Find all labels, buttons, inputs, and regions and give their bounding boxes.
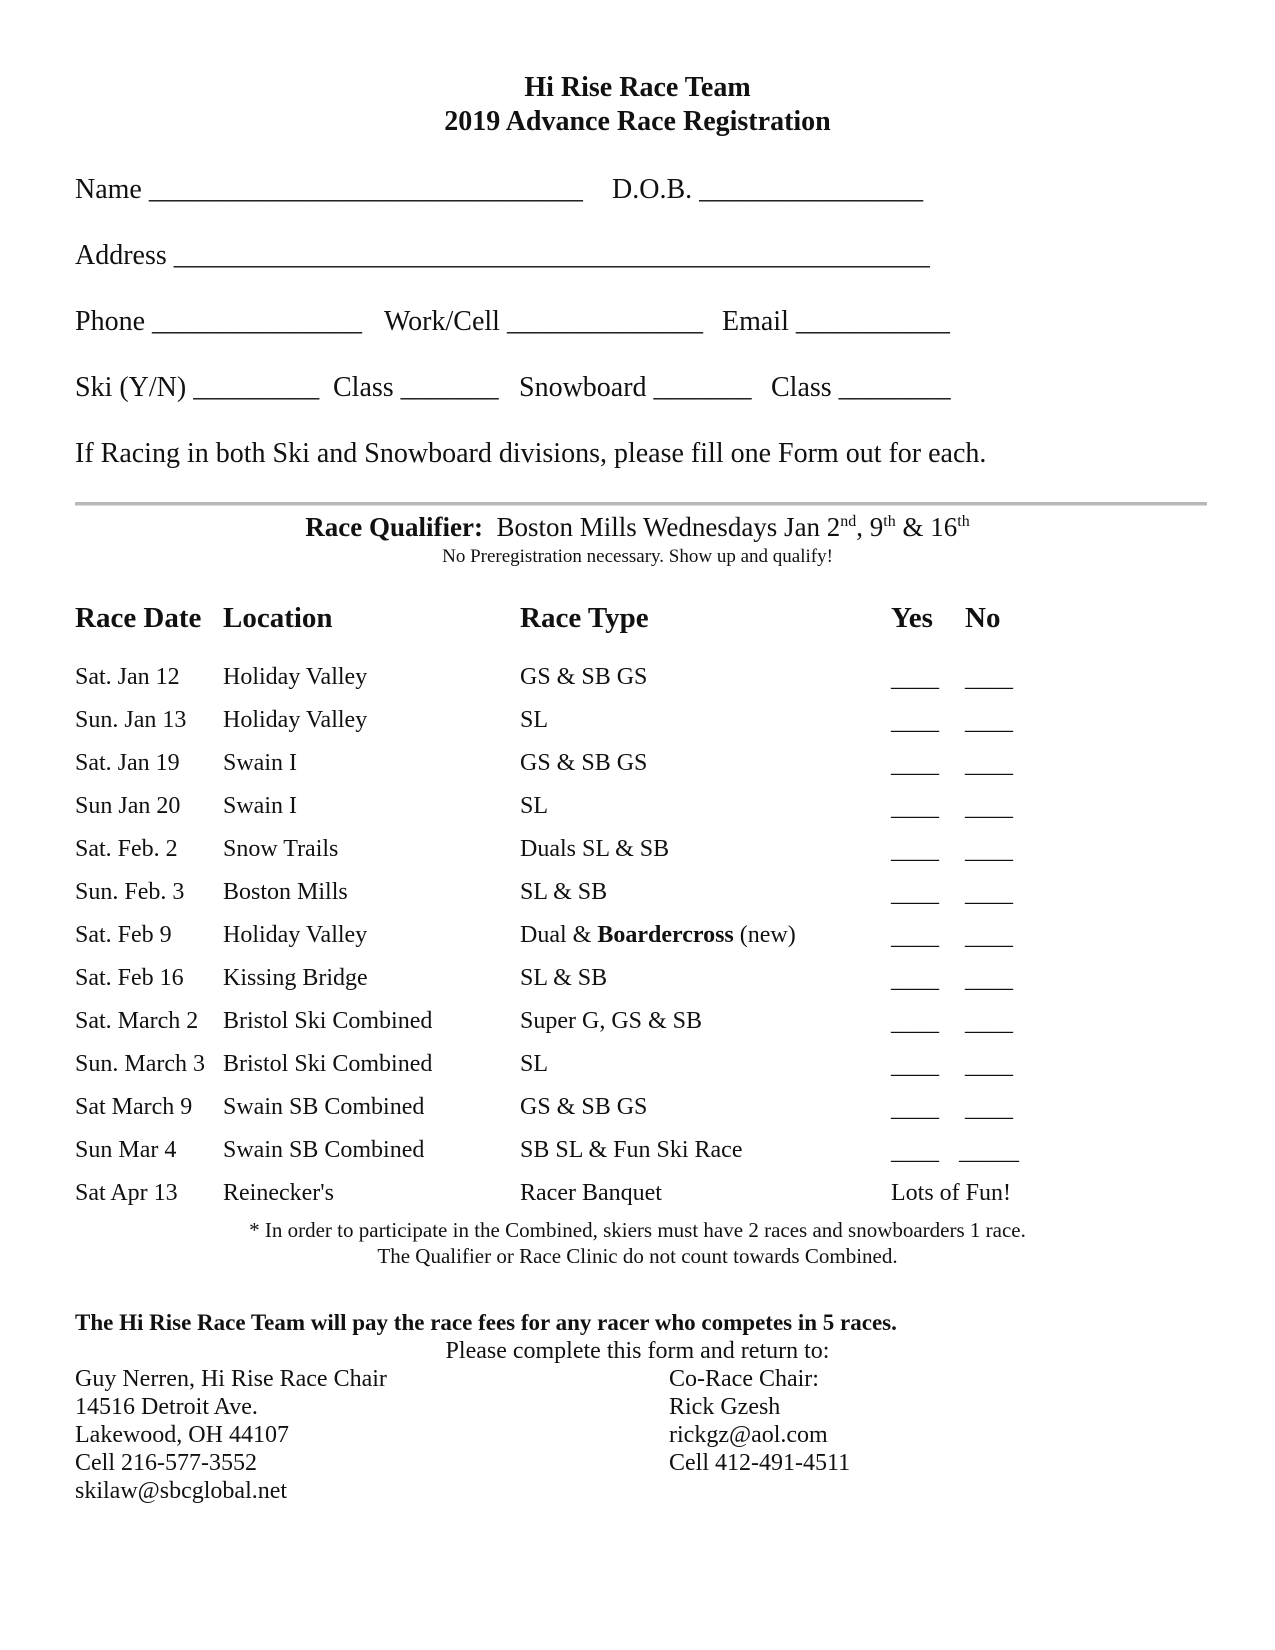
race-date: Sat. Jan 19 xyxy=(75,750,180,776)
ski-yn-field[interactable]: Ski (Y/N) _________ xyxy=(75,372,320,403)
qualifier-text-2: , 9 xyxy=(856,512,884,542)
chair-city: Lakewood, OH 44107 xyxy=(75,1422,289,1448)
race-type: SL xyxy=(520,793,549,819)
header-race-date: Race Date xyxy=(75,602,202,634)
no-blank[interactable]: _____ xyxy=(959,1139,1019,1165)
yes-blank[interactable]: ____ xyxy=(891,752,939,778)
email-field[interactable]: Email ___________ xyxy=(722,306,950,337)
race-date: Sat. Feb 9 xyxy=(75,922,172,948)
race-location: Boston Mills xyxy=(223,879,348,905)
yes-blank[interactable]: ____ xyxy=(891,967,939,993)
no-blank[interactable]: ____ xyxy=(965,1053,1013,1079)
no-blank[interactable]: ____ xyxy=(965,709,1013,735)
race-date: Sun Mar 4 xyxy=(75,1137,177,1163)
no-blank[interactable]: ____ xyxy=(965,838,1013,864)
race-fees-note: The Hi Rise Race Team will pay the race fees for any racer who competes in 5 races. xyxy=(75,1310,897,1335)
cochair-email[interactable]: rickgz@aol.com xyxy=(669,1422,828,1448)
yes-blank[interactable]: ____ xyxy=(891,709,939,735)
race-type xyxy=(520,922,796,949)
race-location: Holiday Valley xyxy=(223,922,368,948)
no-blank[interactable]: ____ xyxy=(965,967,1013,993)
chair-cell: Cell 216-577-3552 xyxy=(75,1450,257,1476)
yes-blank[interactable]: ____ xyxy=(891,1010,939,1036)
race-date: Sat March 9 xyxy=(75,1094,193,1120)
cochair-cell: Cell 412-491-4511 xyxy=(669,1450,851,1476)
race-date: Sun. March 3 xyxy=(75,1051,205,1077)
yes-blank[interactable]: ____ xyxy=(891,666,939,692)
qualifier-sup-1: nd xyxy=(840,513,857,530)
race-type: GS & SB GS xyxy=(520,750,648,776)
phone-field[interactable]: Phone _______________ xyxy=(75,306,362,337)
race-location: Kissing Bridge xyxy=(223,965,368,991)
banquet-note: Lots of Fun! xyxy=(891,1180,1011,1206)
header-yes: Yes xyxy=(891,602,933,634)
race-type: SL xyxy=(520,1051,549,1077)
race-type: SL & SB xyxy=(520,965,608,991)
no-blank[interactable]: ____ xyxy=(965,666,1013,692)
race-type: Racer Banquet xyxy=(520,1180,662,1206)
race-location: Reinecker's xyxy=(223,1180,334,1206)
race-date: Sun. Feb. 3 xyxy=(75,879,185,905)
chair-email[interactable]: skilaw@sbcglobal.net xyxy=(75,1478,288,1504)
race-date: Sat. March 2 xyxy=(75,1008,199,1034)
race-location: Snow Trails xyxy=(223,836,339,862)
combined-note-2: The Qualifier or Race Clinic do not count towards Combined. xyxy=(377,1244,898,1268)
qualifier-sup-2: th xyxy=(883,513,896,530)
header-race-type: Race Type xyxy=(520,602,649,634)
snowboard-field[interactable]: Snowboard _______ xyxy=(519,372,752,403)
race-location: Holiday Valley xyxy=(223,664,368,690)
race-date: Sat. Feb. 2 xyxy=(75,836,178,862)
no-blank[interactable]: ____ xyxy=(965,752,1013,778)
yes-blank[interactable]: ____ xyxy=(891,881,939,907)
instruction-text: If Racing in both Ski and Snowboard divisions, please fill one Form out for each. xyxy=(75,438,987,469)
race-type: SL & SB xyxy=(520,879,608,905)
yes-blank[interactable]: ____ xyxy=(891,1139,939,1165)
race-type: SB SL & Fun Ski Race xyxy=(520,1137,743,1163)
form-subtitle: 2019 Advance Race Registration xyxy=(444,106,831,137)
header-location: Location xyxy=(223,602,333,634)
yes-blank[interactable]: ____ xyxy=(891,795,939,821)
qualifier-text-3: & 16 xyxy=(895,512,958,542)
dob-field[interactable]: D.O.B. ________________ xyxy=(612,174,924,205)
yes-blank[interactable]: ____ xyxy=(891,1096,939,1122)
qualifier-sup-3: th xyxy=(957,513,970,530)
cochair-name: Rick Gzesh xyxy=(669,1394,781,1420)
address-field[interactable]: Address ______________________________________________________ xyxy=(75,240,930,271)
race-date: Sat. Feb 16 xyxy=(75,965,184,991)
race-date: Sat. Jan 12 xyxy=(75,664,180,690)
race-date: Sun. Jan 13 xyxy=(75,707,187,733)
race-date: Sat Apr 13 xyxy=(75,1180,178,1206)
no-blank[interactable]: ____ xyxy=(965,924,1013,950)
race-location: Swain I xyxy=(223,793,297,819)
no-blank[interactable]: ____ xyxy=(965,1096,1013,1122)
section-divider xyxy=(75,502,1207,506)
work-cell-field[interactable]: Work/Cell ______________ xyxy=(384,306,703,337)
return-instruction: Please complete this form and return to: xyxy=(445,1338,830,1364)
qualifier-note: No Preregistration necessary. Show up and qualify! xyxy=(442,546,833,567)
race-location: Swain I xyxy=(223,750,297,776)
no-blank[interactable]: ____ xyxy=(965,881,1013,907)
yes-blank[interactable]: ____ xyxy=(891,838,939,864)
yes-blank[interactable]: ____ xyxy=(891,924,939,950)
race-type: GS & SB GS xyxy=(520,1094,648,1120)
race-type-post: (new) xyxy=(733,922,796,948)
yes-blank[interactable]: ____ xyxy=(891,1053,939,1079)
qualifier-text-1: Boston Mills Wednesdays Jan 2 xyxy=(496,512,841,542)
header-no: No xyxy=(965,602,1001,634)
chair-street: 14516 Detroit Ave. xyxy=(75,1394,258,1420)
race-type: Duals SL & SB xyxy=(520,836,670,862)
race-type: GS & SB GS xyxy=(520,664,648,690)
race-type-pre: Dual & xyxy=(520,922,598,948)
race-type: SL xyxy=(520,707,549,733)
race-location: Bristol Ski Combined xyxy=(223,1051,433,1077)
race-location: Bristol Ski Combined xyxy=(223,1008,433,1034)
snowboard-class-field[interactable]: Class ________ xyxy=(771,372,951,403)
form-title: Hi Rise Race Team xyxy=(524,72,751,103)
race-qualifier xyxy=(0,512,1275,543)
no-blank[interactable]: ____ xyxy=(965,795,1013,821)
race-location: Swain SB Combined xyxy=(223,1137,425,1163)
race-type-bold: Boardercross xyxy=(597,922,734,948)
ski-class-field[interactable]: Class _______ xyxy=(333,372,499,403)
race-location: Swain SB Combined xyxy=(223,1094,425,1120)
race-location: Holiday Valley xyxy=(223,707,368,733)
name-field[interactable]: Name _______________________________ xyxy=(75,174,583,205)
race-type: Super G, GS & SB xyxy=(520,1008,703,1034)
combined-note-1: * In order to participate in the Combined, skiers must have 2 races and snowboarders 1 race. xyxy=(249,1218,1026,1242)
qualifier-label: Race Qualifier: xyxy=(305,512,483,542)
race-date: Sun Jan 20 xyxy=(75,793,181,819)
no-blank[interactable]: ____ xyxy=(965,1010,1013,1036)
chair-name: Guy Nerren, Hi Rise Race Chair xyxy=(75,1366,387,1392)
cochair-heading: Co-Race Chair: xyxy=(669,1366,819,1392)
